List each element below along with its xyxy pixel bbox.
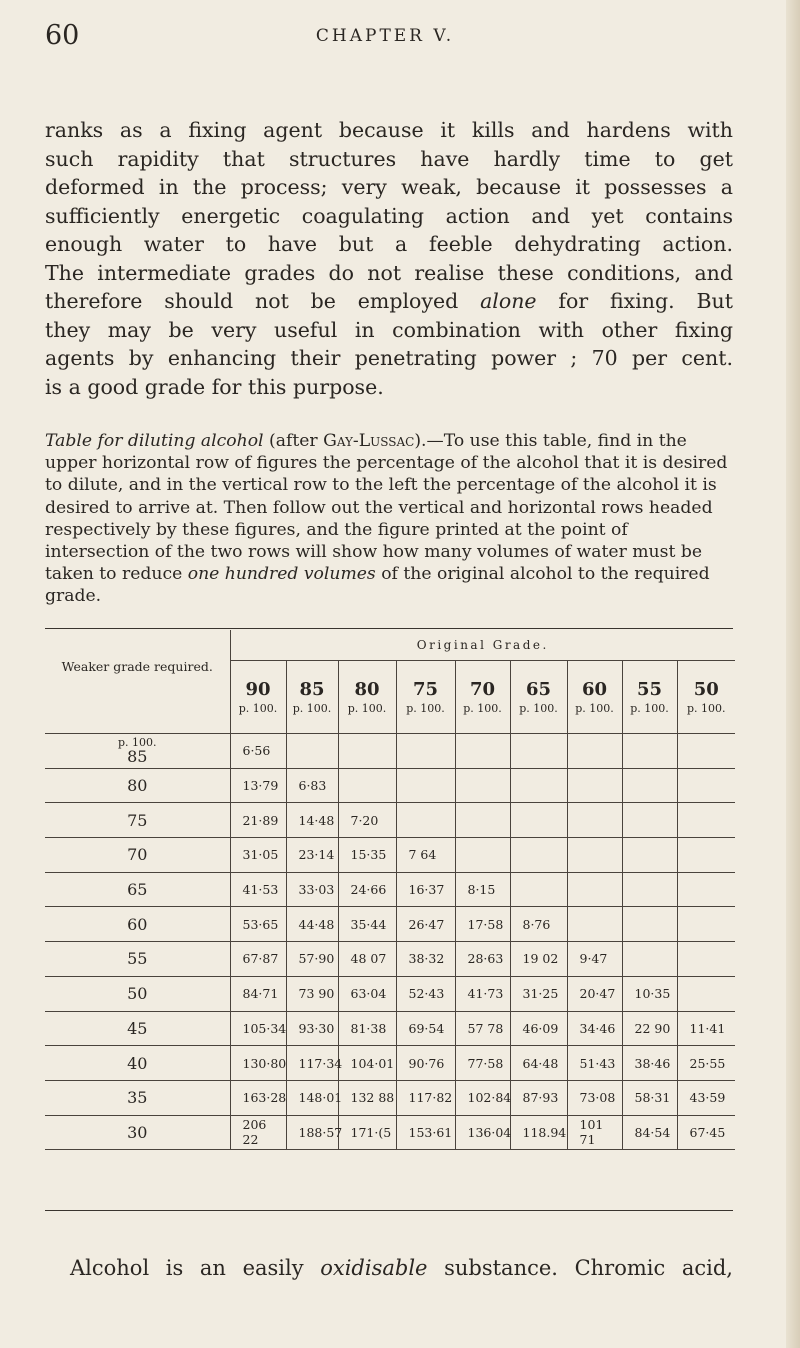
row-grade-65 — [45, 872, 230, 907]
table-cell: 14·48 — [286, 803, 338, 838]
body-paragraph — [45, 116, 733, 401]
column-grade: 70 — [469, 679, 496, 700]
table-cell: 24·66 — [338, 872, 396, 907]
table-row — [45, 1046, 735, 1081]
table-cell — [567, 734, 622, 769]
table-cell: 26·47 — [396, 907, 455, 942]
table-cell: 35·44 — [338, 907, 396, 942]
table-row — [45, 942, 735, 977]
table-cell: 51·43 — [567, 1046, 622, 1081]
row-grade: 85 — [127, 746, 148, 766]
table-cell: 46·09 — [510, 1011, 567, 1046]
table-cell — [677, 907, 735, 942]
table-cell — [396, 803, 455, 838]
table-cell — [396, 768, 455, 803]
column-grade: 80 — [354, 679, 380, 700]
table-cell: 34·46 — [567, 1011, 622, 1046]
page-edge — [786, 0, 800, 1348]
page-number: 60 — [45, 20, 80, 51]
body-line: enough water to have but a feeble dehydrating action. — [45, 232, 733, 256]
table-cell: 57·90 — [286, 942, 338, 977]
weaker-grade-header: Weaker grade required. — [45, 630, 230, 734]
column-header-75 — [396, 661, 455, 734]
table-cell: 93·30 — [286, 1011, 338, 1046]
table-cell: 44·48 — [286, 907, 338, 942]
table-row — [45, 838, 735, 873]
table-cell: 6·56 — [230, 734, 286, 769]
row-grade-75 — [45, 803, 230, 838]
emphasis-oxidisable: oxidisable — [320, 1256, 428, 1280]
table-row — [45, 768, 735, 803]
table-cell — [455, 838, 510, 873]
row-grade: 80 — [127, 776, 148, 796]
table-cell: 7·20 — [338, 803, 396, 838]
row-grade-40 — [45, 1046, 230, 1081]
table-cell: 11·41 — [677, 1011, 735, 1046]
table-cell: 48 07 — [338, 942, 396, 977]
table-cell: 25·55 — [677, 1046, 735, 1081]
column-unit: p. 100. — [292, 702, 332, 715]
table-row — [45, 1080, 735, 1115]
body-line: ranks as a fixing agent because it kills and hardens with — [45, 118, 733, 142]
table-cell — [677, 838, 735, 873]
column-unit: p. 100. — [406, 702, 445, 715]
table-cell: 188·57 — [286, 1115, 338, 1150]
table-cell — [622, 872, 677, 907]
table-cell — [286, 734, 338, 769]
dilution-table — [45, 630, 735, 1150]
table-row — [45, 1011, 735, 1046]
table-cell: 73 90 — [286, 976, 338, 1011]
row-grade: 55 — [127, 949, 148, 969]
caption-title: Table for diluting alcohol — [45, 431, 264, 451]
row-grade-50 — [45, 976, 230, 1011]
column-grade: 90 — [245, 679, 271, 700]
row-grade-30 — [45, 1115, 230, 1150]
running-head — [45, 20, 725, 60]
table-cell: 73·08 — [567, 1080, 622, 1115]
table-cell: 33·03 — [286, 872, 338, 907]
table-cell: 171·(5 — [338, 1115, 396, 1150]
table-cell: 130·80 — [230, 1046, 286, 1081]
table-cell: 9·47 — [567, 942, 622, 977]
column-header-55 — [622, 661, 677, 734]
table-cell — [455, 768, 510, 803]
table-cell: 52·43 — [396, 976, 455, 1011]
table-cell — [622, 803, 677, 838]
table-cell — [677, 803, 735, 838]
column-grade: 75 — [412, 679, 439, 700]
table-row — [45, 976, 735, 1011]
table-cell — [396, 734, 455, 769]
table-cell — [567, 907, 622, 942]
row-grade: 35 — [127, 1088, 148, 1108]
footer-line: Alcohol is an easily oxidisable substance. Chromic acid, — [70, 1256, 733, 1280]
body-line: such rapidity that structures have hardly time to get — [45, 146, 733, 171]
table-cell: 136·04 — [455, 1115, 510, 1150]
table-cell: 8·76 — [510, 907, 567, 942]
table-cell: 87·93 — [510, 1080, 567, 1115]
row-grade: 45 — [127, 1018, 148, 1038]
table-cell: 16·37 — [396, 872, 455, 907]
table-cell: 8·15 — [455, 872, 510, 907]
body-line: agents by enhancing their penetrating power ; 70 per cent. — [45, 346, 733, 370]
table-cell: 64·48 — [510, 1046, 567, 1081]
table-row — [45, 907, 735, 942]
table-row — [45, 734, 735, 769]
row-grade-55 — [45, 942, 230, 977]
table-cell: 77·58 — [455, 1046, 510, 1081]
table-cell: 163·28 — [230, 1080, 286, 1115]
body-line: is a good grade for this purpose. — [45, 374, 384, 399]
table-cell: 31·25 — [510, 976, 567, 1011]
table-cell: 7 64 — [396, 838, 455, 873]
caption-source: Gay-Lussac — [323, 431, 415, 451]
table-cell — [567, 803, 622, 838]
table-cell: 153·61 — [396, 1115, 455, 1150]
table-cell — [510, 872, 567, 907]
original-grade-header: Original Grade. — [230, 630, 735, 661]
table-cell — [677, 768, 735, 803]
column-grade: 60 — [581, 679, 608, 700]
table-cell: 63·04 — [338, 976, 396, 1011]
table-cell: 118.94 — [510, 1115, 567, 1150]
row-grade: 40 — [127, 1053, 148, 1073]
table-cell: 53·65 — [230, 907, 286, 942]
column-grade: 55 — [636, 679, 663, 700]
table-cell — [455, 803, 510, 838]
table-cell — [622, 734, 677, 769]
table-cell: 21·89 — [230, 803, 286, 838]
column-header-70 — [455, 661, 510, 734]
body-line: therefore should not be employed alone for fixing. But — [45, 289, 733, 313]
table-cell: 38·46 — [622, 1046, 677, 1081]
row-grade-70 — [45, 838, 230, 873]
table-cell: 6·83 — [286, 768, 338, 803]
column-unit: p. 100. — [238, 702, 278, 715]
table-cell: 13·79 — [230, 768, 286, 803]
row-grade: 75 — [127, 810, 148, 830]
table-cell: 20·47 — [567, 976, 622, 1011]
table-cell — [455, 734, 510, 769]
table-cell — [677, 872, 735, 907]
table-cell — [567, 872, 622, 907]
table-cell: 10·35 — [622, 976, 677, 1011]
table-cell — [677, 976, 735, 1011]
table-cell: 43·59 — [677, 1080, 735, 1115]
body-line: sufficiently energetic coagulating action and yet contains — [45, 203, 733, 228]
row-grade: 30 — [127, 1122, 148, 1142]
table-cell — [510, 803, 567, 838]
table-cell: 101 71 — [567, 1115, 622, 1150]
table-cell: 17·58 — [455, 907, 510, 942]
column-grade: 50 — [693, 679, 719, 700]
column-unit: p. 100. — [347, 702, 387, 715]
column-unit: p. 100. — [463, 702, 502, 715]
table-cell — [677, 942, 735, 977]
row-grade-80 — [45, 768, 230, 803]
table-cell: 28·63 — [455, 942, 510, 977]
table-cell — [567, 838, 622, 873]
table-bottom-rule — [45, 1210, 733, 1211]
table-cell: 69·54 — [396, 1011, 455, 1046]
body-line: deformed in the process; very weak, because it possesses a — [45, 175, 733, 199]
table-cell: 67·87 — [230, 942, 286, 977]
caption-emphasis: one hundred volumes — [187, 564, 376, 585]
table-cell: 105·34 — [230, 1011, 286, 1046]
column-header-65 — [510, 661, 567, 734]
row-grade-85 — [45, 734, 230, 769]
table-cell: 57 78 — [455, 1011, 510, 1046]
table-cell — [622, 907, 677, 942]
row-grade: 50 — [127, 984, 148, 1004]
column-unit: p. 100. — [630, 702, 669, 715]
body-line: they may be very useful in combination with other fixing — [45, 317, 733, 342]
table-cell — [510, 838, 567, 873]
table-row — [45, 803, 735, 838]
table-cell — [622, 942, 677, 977]
row-grade: 65 — [127, 880, 148, 900]
column-header-90 — [230, 661, 286, 734]
row-grade-60 — [45, 907, 230, 942]
table-body — [45, 734, 735, 1150]
table-cell: 81·38 — [338, 1011, 396, 1046]
table-cell — [510, 768, 567, 803]
table-cell — [622, 768, 677, 803]
table-cell: 41·53 — [230, 872, 286, 907]
table-cell: 90·76 — [396, 1046, 455, 1081]
table-cell — [567, 768, 622, 803]
table-cell — [510, 734, 567, 769]
table-row — [45, 872, 735, 907]
table-cell: 67·45 — [677, 1115, 735, 1150]
table-cell: 38·32 — [396, 942, 455, 977]
emphasis-alone: alone — [480, 289, 537, 313]
row-grade: 70 — [127, 845, 148, 865]
table-cell: 84·71 — [230, 976, 286, 1011]
table-cell: 22 90 — [622, 1011, 677, 1046]
table-cell — [338, 768, 396, 803]
column-unit: p. 100. — [519, 702, 558, 715]
table-top-rule — [45, 628, 733, 629]
column-grade: 65 — [525, 679, 552, 700]
column-grade: 85 — [299, 679, 325, 700]
column-unit: p. 100. — [687, 702, 726, 715]
row-grade-45 — [45, 1011, 230, 1046]
row-unit: p. 100. — [117, 735, 157, 749]
chapter-title: CHAPTER V. — [315, 26, 455, 46]
column-unit: p. 100. — [575, 702, 614, 715]
row-grade-35 — [45, 1080, 230, 1115]
column-header-60 — [567, 661, 622, 734]
table-caption: Table for diluting alcohol (after Gay-Lussac).—To use this table, find in the upper horizontal row of figures the percentage of the alcohol that it is desired to dilute, and in the vertical row to the left the percentage of the alcohol it is desired to arrive at. Then follow out the vertical and horizontal rows headed respectively by these figures, and the figure printed at the point of intersection of the two rows will show how many volumes of water must be taken to reduce one hundred volumes of the original alcohol to the required grade. — [45, 431, 728, 607]
table-cell: 84·54 — [622, 1115, 677, 1150]
table-cell — [677, 734, 735, 769]
table-cell — [622, 838, 677, 873]
table-cell: 19 02 — [510, 942, 567, 977]
table-cell — [338, 734, 396, 769]
table-cell: 132 88 — [338, 1080, 396, 1115]
column-header-80 — [338, 661, 396, 734]
table-cell: 102·84 — [455, 1080, 510, 1115]
table-cell: 31·05 — [230, 838, 286, 873]
body-line: The intermediate grades do not realise these conditions, and — [45, 260, 733, 285]
column-header-85 — [286, 661, 338, 734]
table-cell: 206 22 — [230, 1115, 286, 1150]
row-grade: 60 — [127, 914, 148, 934]
table-cell: 41·73 — [455, 976, 510, 1011]
table-cell: 104·01 — [338, 1046, 396, 1081]
column-header-50 — [677, 661, 735, 734]
table-cell: 117·34 — [286, 1046, 338, 1081]
table-cell: 23·14 — [286, 838, 338, 873]
table-cell: 148·01 — [286, 1080, 338, 1115]
table-cell: 117·82 — [396, 1080, 455, 1115]
table-cell: 15·35 — [338, 838, 396, 873]
table-row — [45, 1115, 735, 1150]
table-cell: 58·31 — [622, 1080, 677, 1115]
